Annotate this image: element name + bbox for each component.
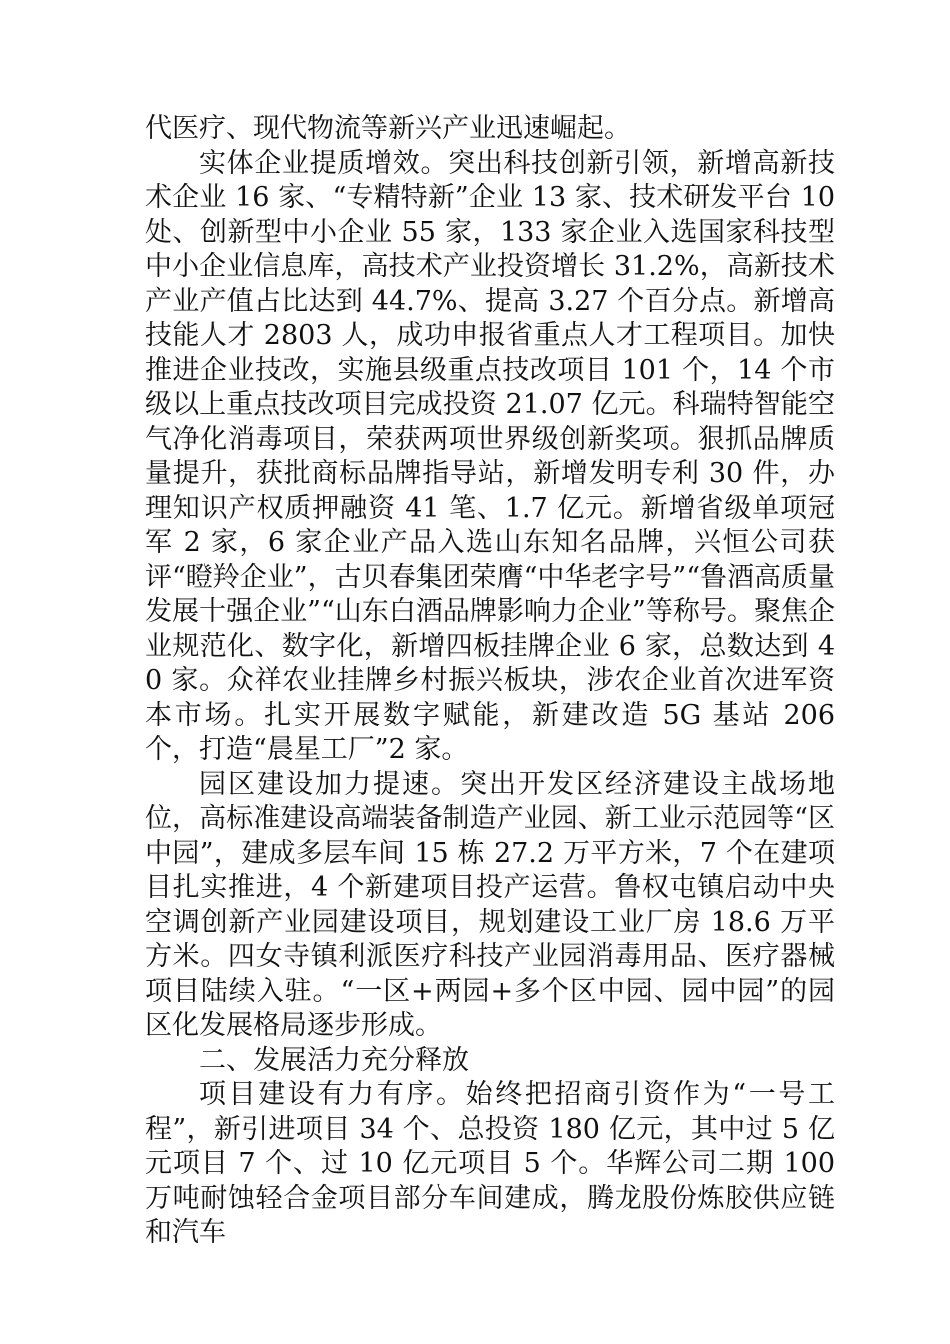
paragraph-continuation: 代医疗、现代物流等新兴产业迅速崛起。 [145,113,631,144]
paragraph-enterprise-quality: 实体企业提质增效。突出科技创新引领，新增高新技术企业 16 家、“专精特新”企业 13 家、技术研发平台 10 处、创新型中小企业 55 家，133 家企业入选国家科技型中小企业信息库，高技术产业投资增长 31.2%，高新技术产业产值占比达到 44.7%、提高 3.27 个百分点。新增高技能人才 2803 人，成功申报省重点人才工程项目。加快推进企业技改，实施县级重点技改项目 101 个，14 个市级以上重点技改项目完成投资 21.07 亿元。科瑞特智能空气净化消毒项目，荣获两项世界级创新奖项。狠抓品牌质量提升，获批商标品牌指导站，新增发明专利 30 件，办理知识产权质押融资 41 笔、1.7 亿元。新增省级单项冠军 2 家，6 家企业产品入选山东知名品牌，兴恒公司获评“瞪羚企业”，古贝春集团荣膺“中华老字号”“鲁酒高质量发展十强企业”“山东白酒品牌影响力企业”等称号。聚焦企业规范化、数字化，新增四板挂牌企业 6 家，总数达到 40 家。众祥农业挂牌乡村振兴板块，涉农企业首次进军资本市场。扎实开展数字赋能，新建改造 5G 基站 206 个，打造“晨星工厂”2 家。 [145,147,836,765]
paragraph-park-construction: 园区建设加力提速。突出开发区经济建设主战场地位，高标准建设高端装备制造产业园、新工业示范园等“区中园”，建成多层车间 15 栋 27.2 万平方米，7 个在建项目扎实推进，4 个新建项目投产运营。鲁权屯镇启动中央空调创新产业园建设项目，规划建设工业厂房 18.6 万平方米。四女寺镇利派医疗科技产业园消毒用品、医疗器械项目陆续入驻。“一区+两园+多个区中园、园中园”的园区化发展格局逐步形成。 [145,768,835,1041]
document-body [145,112,835,1251]
paragraph-project-construction: 项目建设有力有序。始终把招商引资作为“一号工程”，新引进项目 34 个、总投资 180 亿元，其中过 5 亿元项目 7 个、过 10 亿元项目 5 个。华辉公司二期 100 万吨耐蚀轻合金项目部分车间建成，腾龙股份炼胶供应链和汽车 [145,1079,835,1248]
section-heading: 二、发展活力充分释放 [199,1044,469,1076]
